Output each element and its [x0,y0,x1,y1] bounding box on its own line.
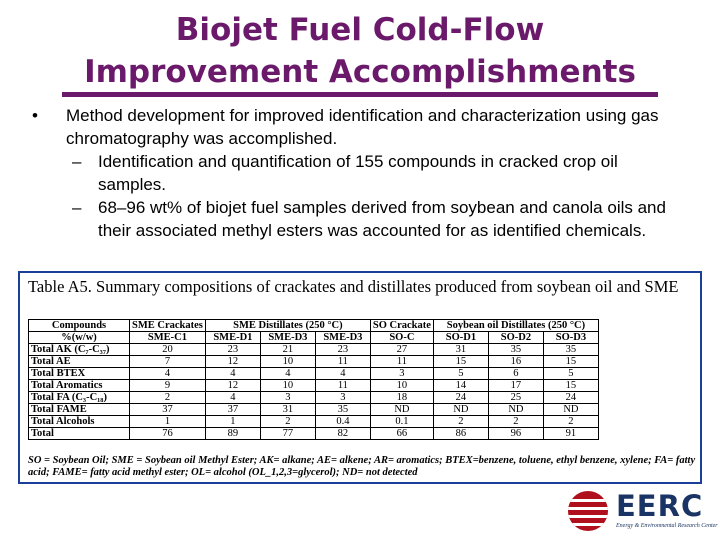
header-unit: %(w/w) [29,332,130,344]
col-header: SO-D1 [433,332,488,344]
table-cell: 2 [488,416,543,428]
table-row [29,428,599,440]
table-cell: 15 [543,356,598,368]
table-cell: 35 [315,404,370,416]
table-cell: 10 [260,380,315,392]
sub-bullet-item [72,150,688,196]
table-footnote: SO = Soybean Oil; SME = Soybean oil Methyl Ester; AK= alkane; AE= alkene; AR= aromatics; BTEX=benzene, toluene, ethyl benzene, xylene; FA= fatty acid; FAME= fatty acid methyl ester; OL= alcohol (OL_1,2,3=glycerol); ND= not detected [28,455,696,478]
header-compounds: Compounds [29,320,130,332]
col-header: SME-D3 [260,332,315,344]
table-cell: ND [433,404,488,416]
table-cell: 1 [130,416,206,428]
table-cell: 4 [260,368,315,380]
table-row [29,344,599,356]
table-cell: ND [370,404,433,416]
sub-bullet-item [72,196,688,242]
table-cell: 86 [433,428,488,440]
table-cell: 2 [130,392,206,404]
table-row [29,392,599,404]
col-header: SME-D3 [315,332,370,344]
table-cell: 66 [370,428,433,440]
table-cell: 82 [315,428,370,440]
table-row [29,416,599,428]
col-header: SO-C [370,332,433,344]
row-label: Total [29,428,130,440]
table-cell: 11 [315,356,370,368]
table-cell: 0.4 [315,416,370,428]
table-cell: 4 [205,392,260,404]
table-cell: 27 [370,344,433,356]
logo-name: EERC [616,489,704,523]
sub-bullet-text: 68–96 wt% of biojet fuel samples derived from soybean and canola oils and their associated methyl esters was accounted for as identified chemicals. [98,198,666,240]
table-cell: 20 [130,344,206,356]
col-header: SME-D1 [205,332,260,344]
table-image [18,271,702,484]
table-cell: 21 [260,344,315,356]
row-label: Total Aromatics [29,380,130,392]
table-cell: 24 [433,392,488,404]
composition-table [28,319,599,440]
table-cell: 96 [488,428,543,440]
row-label: Total FAME [29,404,130,416]
table-cell: 0.1 [370,416,433,428]
table-cell: 12 [205,380,260,392]
table-cell: 24 [543,392,598,404]
table-cell: 14 [433,380,488,392]
table-cell: 2 [260,416,315,428]
table-cell: 4 [205,368,260,380]
table-cell: 35 [488,344,543,356]
title-underline [62,92,658,97]
table-row [29,368,599,380]
table-cell: 9 [130,380,206,392]
table-cell: 77 [260,428,315,440]
table-row [29,380,599,392]
slide-title-line-1: Biojet Fuel Cold-Flow [175,12,545,48]
table-cell: 3 [370,368,433,380]
table-cell: 31 [433,344,488,356]
globe-icon [568,491,608,531]
col-header: SO-D2 [488,332,543,344]
row-label: Total AE [29,356,130,368]
table-cell: 2 [433,416,488,428]
dash-icon: – [72,198,82,217]
table-cell: 89 [205,428,260,440]
table-cell: 6 [488,368,543,380]
table-cell: 23 [315,344,370,356]
table-cell: 1 [205,416,260,428]
header-sme-crackates: SME Crackates [130,320,206,332]
table-row [29,356,599,368]
table-cell: 4 [130,368,206,380]
table-cell: 23 [205,344,260,356]
table-cell: 37 [130,404,206,416]
row-label: Total AK (C₇-C₃₇) [29,344,130,356]
table-cell: 3 [315,392,370,404]
table-cell: 37 [205,404,260,416]
table-cell: 2 [543,416,598,428]
bullet-text: Method development for improved identification and characterization using gas chromatography was accomplished. [66,106,659,148]
table-cell: 12 [205,356,260,368]
table-row [29,404,599,416]
header-so-crackate: SO Crackate [370,320,433,332]
table-cell: 17 [488,380,543,392]
table-cell: 3 [260,392,315,404]
table-cell: 5 [543,368,598,380]
table-cell: 11 [370,356,433,368]
col-header: SME-C1 [130,332,206,344]
table-cell: 10 [370,380,433,392]
table-cell: 18 [370,392,433,404]
row-label: Total Alcohols [29,416,130,428]
table-caption: Table A5. Summary compositions of crackates and distillates produced from soybean oil and SME [28,277,679,296]
table-cell: 5 [433,368,488,380]
row-label: Total FA (C₃-C₁₈) [29,392,130,404]
bullet-dot-icon: • [32,106,38,125]
table-cell: 91 [543,428,598,440]
table-cell: 31 [260,404,315,416]
table-cell: ND [488,404,543,416]
dash-icon: – [72,152,82,171]
table-cell: 10 [260,356,315,368]
header-soybean-distillates: Soybean oil Distillates (250 °C) [433,320,598,332]
table-cell: ND [543,404,598,416]
logo-tagline: Energy & Environmental Research Center [616,523,718,529]
table-cell: 11 [315,380,370,392]
table-cell: 4 [315,368,370,380]
eerc-logo [566,489,718,534]
table-cell: 35 [543,344,598,356]
table-cell: 76 [130,428,206,440]
table-cell: 16 [488,356,543,368]
table-group-header-row [29,320,599,332]
row-label: Total BTEX [29,368,130,380]
header-sme-distillates: SME Distillates (250 °C) [205,320,370,332]
slide-title-line-2: Improvement Accomplishments [84,54,636,90]
table-cell: 15 [433,356,488,368]
table-cell: 15 [543,380,598,392]
table-cell: 25 [488,392,543,404]
col-header: SO-D3 [543,332,598,344]
table-column-header-row [29,332,599,344]
table-cell: 7 [130,356,206,368]
sub-bullet-text: Identification and quantification of 155 compounds in cracked crop oil samples. [98,152,618,194]
